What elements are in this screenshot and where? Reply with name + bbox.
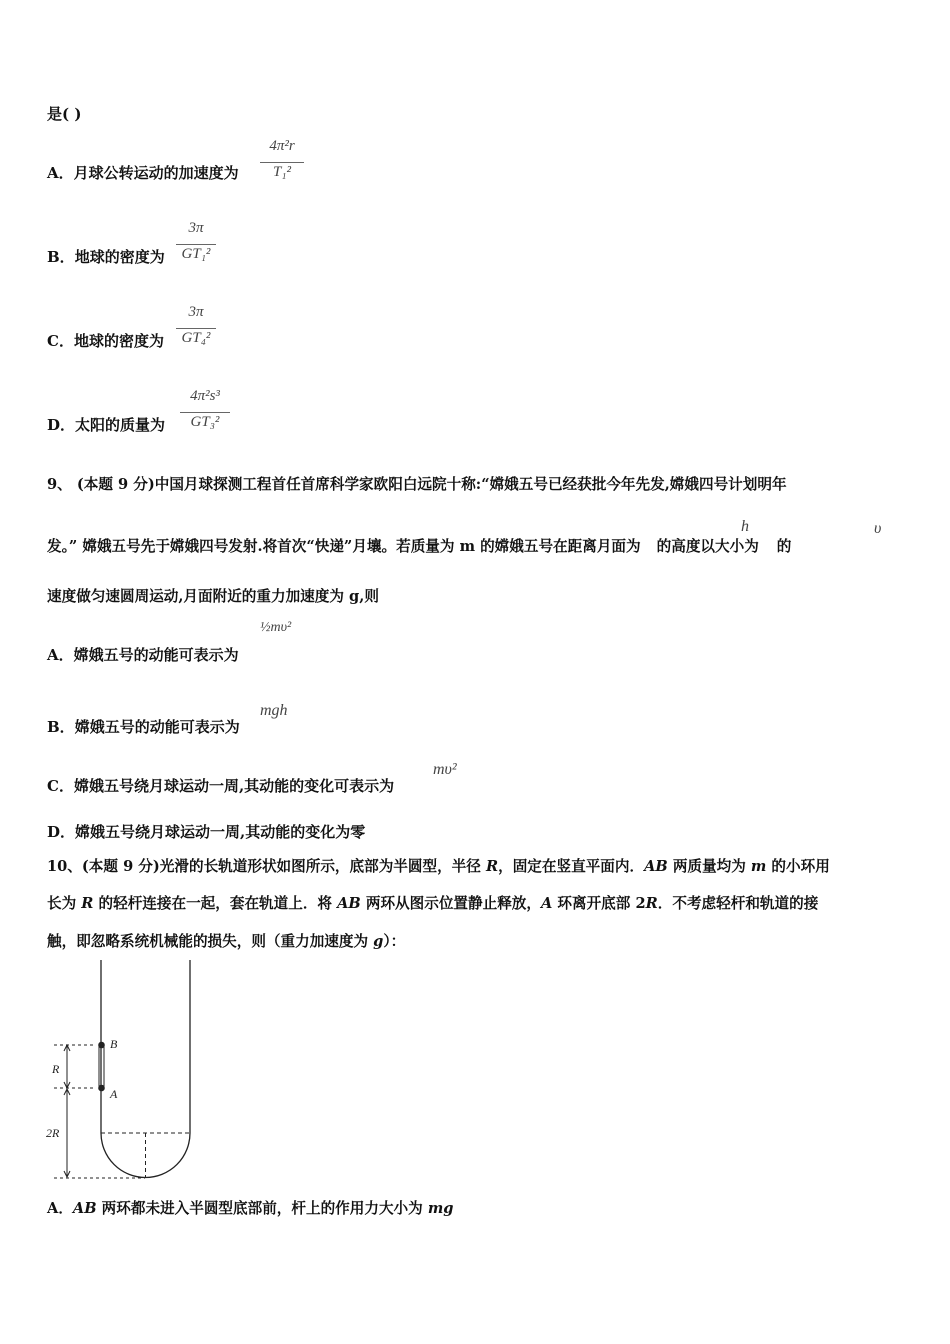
q9-symbol-h: h xyxy=(741,518,749,535)
option-label: D． xyxy=(47,416,76,434)
q10-line-2 xyxy=(47,892,818,913)
label-R: R xyxy=(52,1062,60,1076)
text: 两环从图示位置静止释放， xyxy=(360,895,541,912)
q9-option-c xyxy=(47,775,394,796)
symbol-R: R xyxy=(645,895,658,912)
q10-option-a xyxy=(47,1197,453,1218)
option-label: B． xyxy=(47,248,75,266)
symbol-m: m xyxy=(750,858,767,875)
symbol-A: A xyxy=(540,895,553,912)
q10-line-3 xyxy=(47,930,405,951)
q9-option-a xyxy=(47,644,239,665)
text: ．不考虑轻杆和轨道的接 xyxy=(657,895,819,912)
formula-denominator: GT₃² xyxy=(190,414,220,430)
option-label: A． xyxy=(47,1200,73,1217)
symbol-mg: mg xyxy=(427,1200,454,1217)
option-text: 嫦娥五号绕月球运动一周,其动能的变化为零 xyxy=(75,823,366,841)
formula-numerator: 3π xyxy=(188,304,204,320)
symbol-g: g xyxy=(373,933,384,950)
text: 的轻杆连接在一起，套在轨道上．将 xyxy=(93,895,338,912)
option-label: C． xyxy=(47,777,74,795)
ring-A xyxy=(98,1085,105,1092)
track-diagram xyxy=(40,960,210,1185)
q8-d-formula xyxy=(180,388,230,440)
option-label: D． xyxy=(47,823,76,841)
text: ，固定在竖直平面内． xyxy=(498,858,645,875)
text: 环离开底部 2 xyxy=(552,895,646,912)
symbol-R: R xyxy=(485,858,499,875)
q9-symbol-v: υ xyxy=(874,520,882,537)
q8-option-d xyxy=(47,414,165,435)
q9-line-3: 速度做匀速圆周运动,月面附近的重力加速度为 g,则 xyxy=(47,588,379,605)
symbol-R: R xyxy=(81,895,94,912)
formula-numerator: 4π²r xyxy=(269,138,295,154)
text: 的小环用 xyxy=(766,858,830,875)
q10-line-1 xyxy=(47,855,830,876)
q8-c-formula xyxy=(176,304,216,356)
text: 10、(本题 9 分)光滑的长轨道形状如图所示，底部为半圆型，半径 xyxy=(47,858,486,875)
label-2R: 2R xyxy=(46,1126,60,1140)
option-text: 地球的密度为 xyxy=(73,332,164,350)
q9-option-d xyxy=(47,821,365,842)
formula-numerator: 4π²s³ xyxy=(190,388,220,404)
option-text: 地球的密度为 xyxy=(74,248,165,266)
fraction-bar xyxy=(176,328,216,329)
q8-option-b xyxy=(47,246,165,267)
formula-denominator: GT₁² xyxy=(181,246,211,262)
option-label: A． xyxy=(47,164,74,182)
q9-b-formula: mgh xyxy=(260,702,288,719)
q8-a-formula xyxy=(260,138,304,190)
q9-line-1: 9、 (本题 9 分)中国月球探测工程首任首席科学家欧阳白远院十称:“嫦娥五号已经获批今年先发,嫦娥四号计划明年 xyxy=(47,476,787,493)
text: 触，即忽略系统机械能的损失，则（重力加速度为 xyxy=(47,933,374,950)
q9-line-2-text-a: 发。” 嫦娥五号先于嫦娥四号发射.将首次“快递”月壤。若质量为 m 的嫦娥五号在距离月面为 xyxy=(47,538,641,555)
text: 两质量均为 xyxy=(667,858,751,875)
ring-B xyxy=(98,1042,105,1049)
q9-a-formula: ½mυ² xyxy=(260,620,292,635)
formula-denominator: T₁² xyxy=(272,164,292,180)
label-A: A xyxy=(110,1087,118,1101)
option-label: A． xyxy=(47,646,74,664)
q8-option-a xyxy=(47,162,239,183)
option-label: B． xyxy=(47,718,75,736)
formula-numerator: 3π xyxy=(188,220,204,236)
text: ）： xyxy=(383,933,406,950)
fraction-bar xyxy=(176,244,216,245)
q9-line-2-text-b: 的高度以大小为 xyxy=(656,538,759,555)
q8-stem-end: 是( ) xyxy=(47,105,82,123)
label-B: B xyxy=(110,1037,118,1051)
symbol-AB: AB xyxy=(644,858,668,875)
q9-line-2-text-c: 的 xyxy=(776,538,792,555)
option-label: C． xyxy=(47,332,74,350)
option-text: 嫦娥五号的动能可表示为 xyxy=(74,718,240,736)
fraction-bar xyxy=(180,412,230,413)
text: 长为 xyxy=(47,895,82,912)
q9-option-b xyxy=(47,716,240,737)
q8-b-formula xyxy=(176,220,216,272)
option-text: 嫦娥五号的动能可表示为 xyxy=(73,646,239,664)
formula-denominator: GT₄² xyxy=(181,330,211,346)
option-text: 两环都未进入半圆型底部前，杆上的作用力大小为 xyxy=(96,1200,428,1217)
q8-option-c xyxy=(47,330,164,351)
symbol-AB: AB xyxy=(337,895,361,912)
option-text: 嫦娥五号绕月球运动一周,其动能的变化可表示为 xyxy=(73,777,395,795)
fraction-bar xyxy=(260,162,304,163)
option-text: 太阳的质量为 xyxy=(75,416,166,434)
option-text: 月球公转运动的加速度为 xyxy=(73,164,239,182)
q9-c-formula: mυ² xyxy=(433,761,457,778)
q9-line-2 xyxy=(47,535,791,556)
symbol-AB: AB xyxy=(72,1200,97,1217)
